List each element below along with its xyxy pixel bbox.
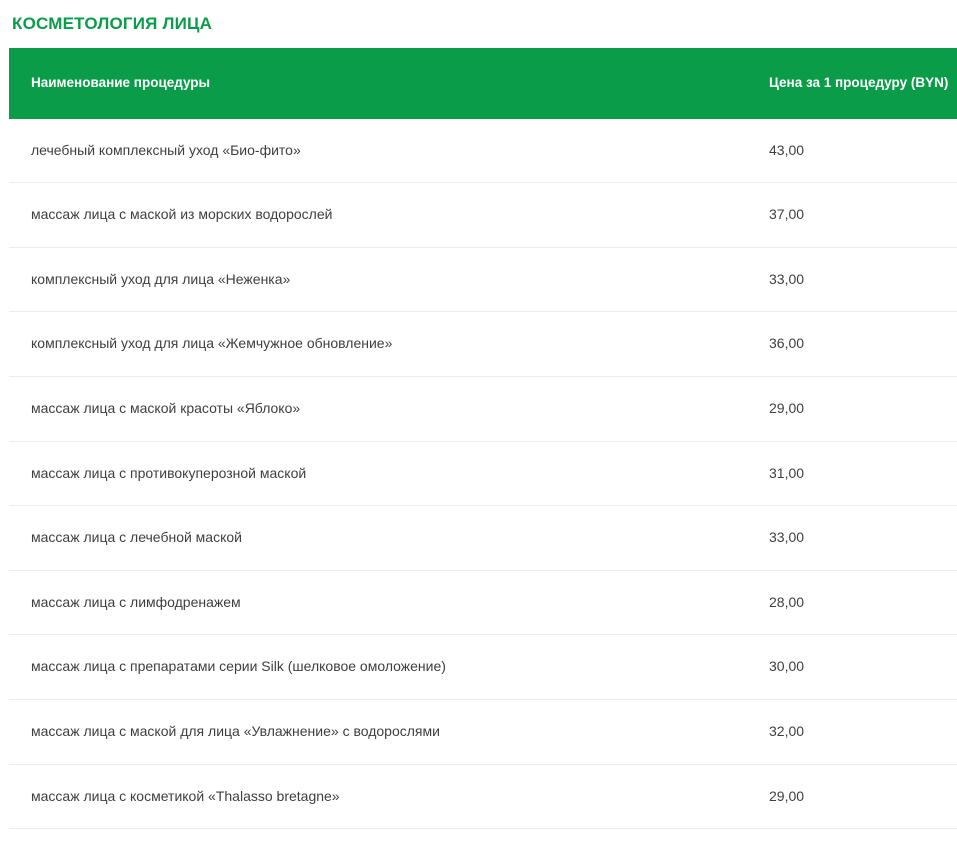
cell-price: 31,00 [753, 441, 957, 506]
table-row [9, 635, 957, 700]
table-row [9, 247, 957, 312]
table-row [9, 376, 957, 441]
column-header-price: Цена за 1 процедуру (BYN) [753, 48, 957, 118]
cell-procedure-name: массаж лица с маской красоты «Яблоко» [9, 376, 753, 441]
table-row [9, 183, 957, 248]
cell-price: 33,00 [753, 506, 957, 571]
price-table [9, 48, 957, 829]
table-body [9, 119, 957, 829]
cell-price: 33,00 [753, 247, 957, 312]
table-row [9, 764, 957, 829]
cell-procedure-name: массаж лица с противокуперозной маской [9, 441, 753, 506]
price-table-container [0, 48, 957, 829]
cell-price: 30,00 [753, 635, 957, 700]
table-header-row [9, 48, 957, 118]
table-row [9, 699, 957, 764]
table-row [9, 441, 957, 506]
cell-price: 32,00 [753, 699, 957, 764]
cell-price: 28,00 [753, 570, 957, 635]
cell-price: 43,00 [753, 119, 957, 183]
table-row [9, 119, 957, 183]
table-row [9, 570, 957, 635]
cell-price: 36,00 [753, 312, 957, 377]
column-header-procedure-name: Наименование процедуры [9, 48, 753, 118]
cell-procedure-name: комплексный уход для лица «Неженка» [9, 247, 753, 312]
cell-procedure-name: массаж лица с препаратами серии Silk (шелковое омоложение) [9, 635, 753, 700]
cell-price: 37,00 [753, 183, 957, 248]
cell-procedure-name: массаж лица с косметикой «Thalasso bretagne» [9, 764, 753, 829]
page-title: КОСМЕТОЛОГИЯ ЛИЦА [12, 14, 213, 33]
cell-price: 29,00 [753, 764, 957, 829]
cell-procedure-name: комплексный уход для лица «Жемчужное обновление» [9, 312, 753, 377]
cell-procedure-name: массаж лица с маской для лица «Увлажнение» с водорослями [9, 699, 753, 764]
table-row [9, 506, 957, 571]
cell-procedure-name: массаж лица с маской из морских водорослей [9, 183, 753, 248]
cell-price: 29,00 [753, 376, 957, 441]
cell-procedure-name: лечебный комплексный уход «Био-фито» [9, 119, 753, 183]
table-row [9, 312, 957, 377]
table-header [9, 48, 957, 118]
cell-procedure-name: массаж лица с лимфодренажем [9, 570, 753, 635]
cell-procedure-name: массаж лица с лечебной маской [9, 506, 753, 571]
